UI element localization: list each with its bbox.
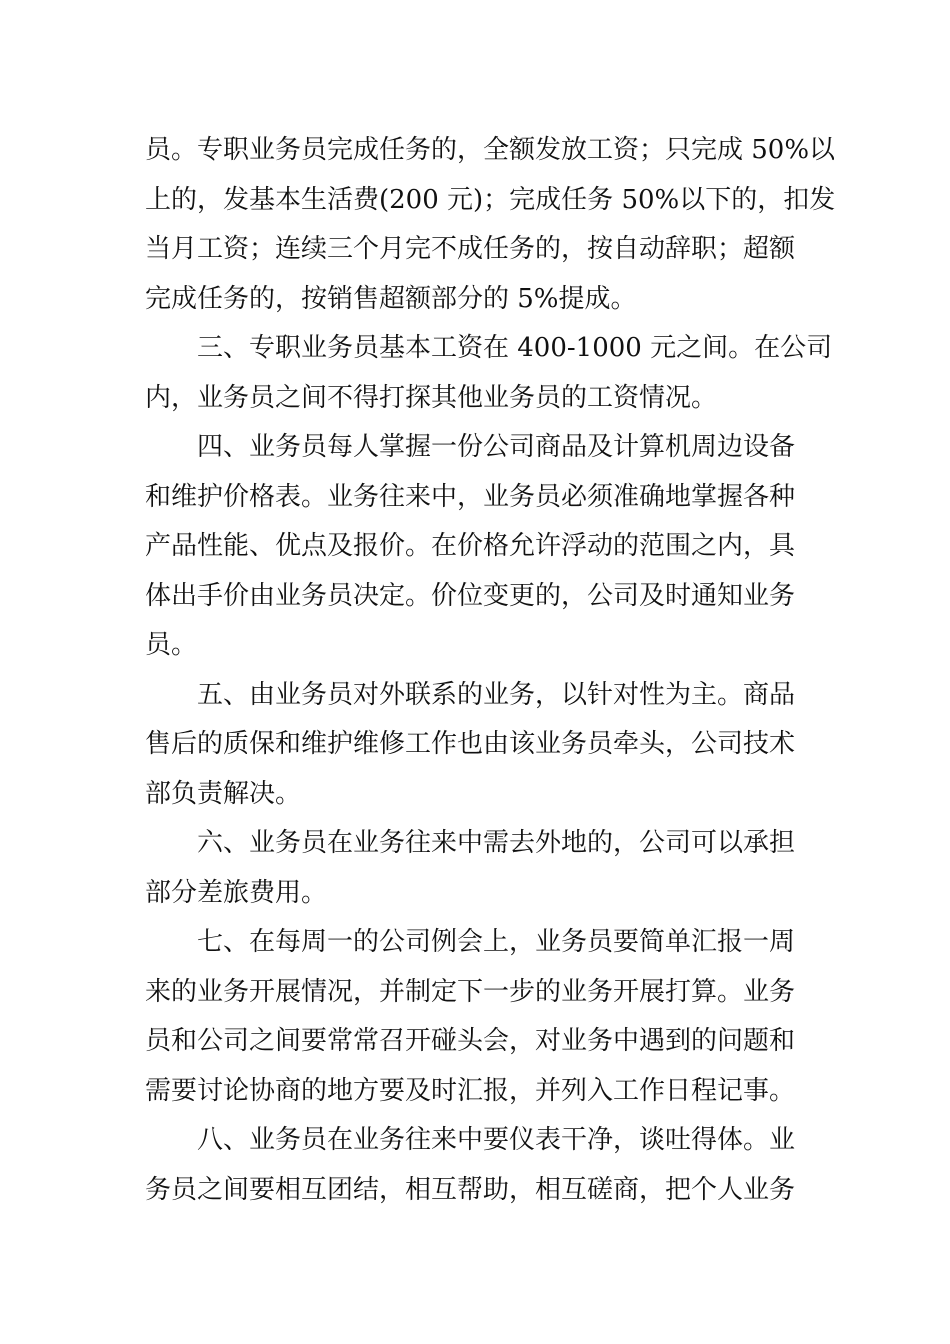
text-line: 八、业务员在业务往来中要仪表干净，谈吐得体。业: [197, 1125, 796, 1155]
text-line: 和维护价格表。业务往来中，业务员必须准确地掌握各种: [145, 481, 796, 512]
text-line: 上的，发基本生活费(200 元)；完成任务 50%以下的，扣发: [145, 184, 836, 215]
text-line: 员。专职业务员完成任务的，全额发放工资；只完成 50%以: [145, 135, 836, 165]
paragraph-item-5: [145, 671, 807, 820]
paragraph-item-6: [145, 819, 807, 918]
paragraph-item-4: [145, 423, 807, 671]
paragraph-item-3: [145, 324, 833, 423]
text-line: 完成任务的，按销售超额部分的 5%提成。: [145, 283, 637, 314]
text-line: 务员之间要相互团结，相互帮助，相互磋商，把个人业务: [145, 1174, 796, 1205]
text-line: 售后的质保和维护维修工作也由该业务员牵头，公司技术: [145, 729, 796, 759]
text-line: 部分差旅费用。: [145, 877, 328, 908]
paragraph-item-8: [145, 1116, 807, 1215]
text-line: 体出手价由业务员决定。价位变更的，公司及时通知业务: [145, 580, 796, 611]
text-line: 五、由业务员对外联系的业务，以针对性为主。商品: [197, 679, 796, 710]
paragraph-task-completion: [145, 126, 836, 324]
text-line: 三、专职业务员基本工资在 400-1000 元之间。在公司: [197, 333, 833, 363]
text-line: 部负责解决。: [145, 778, 302, 809]
text-line: 需要讨论协商的地方要及时汇报，并列入工作日程记事。: [145, 1075, 796, 1106]
text-line: 六、业务员在业务往来中需去外地的，公司可以承担: [197, 828, 796, 858]
text-line: 当月工资；连续三个月完不成任务的，按自动辞职；超额: [145, 234, 796, 264]
paragraph-item-7: [145, 918, 807, 1116]
text-line: 内，业务员之间不得打探其他业务员的工资情况。: [145, 382, 718, 413]
text-line: 四、业务员每人掌握一份公司商品及计算机周边设备: [197, 432, 796, 462]
text-line: 员。: [145, 630, 198, 660]
text-line: 来的业务开展情况，并制定下一步的业务开展打算。业务: [145, 976, 796, 1007]
text-line: 七、在每周一的公司例会上，业务员要简单汇报一周: [197, 927, 796, 957]
document-body: [145, 126, 836, 1215]
text-line: 产品性能、优点及报价。在价格允许浮动的范围之内，具: [145, 531, 796, 561]
text-line: 员和公司之间要常常召开碰头会，对业务中遇到的问题和: [145, 1026, 796, 1056]
